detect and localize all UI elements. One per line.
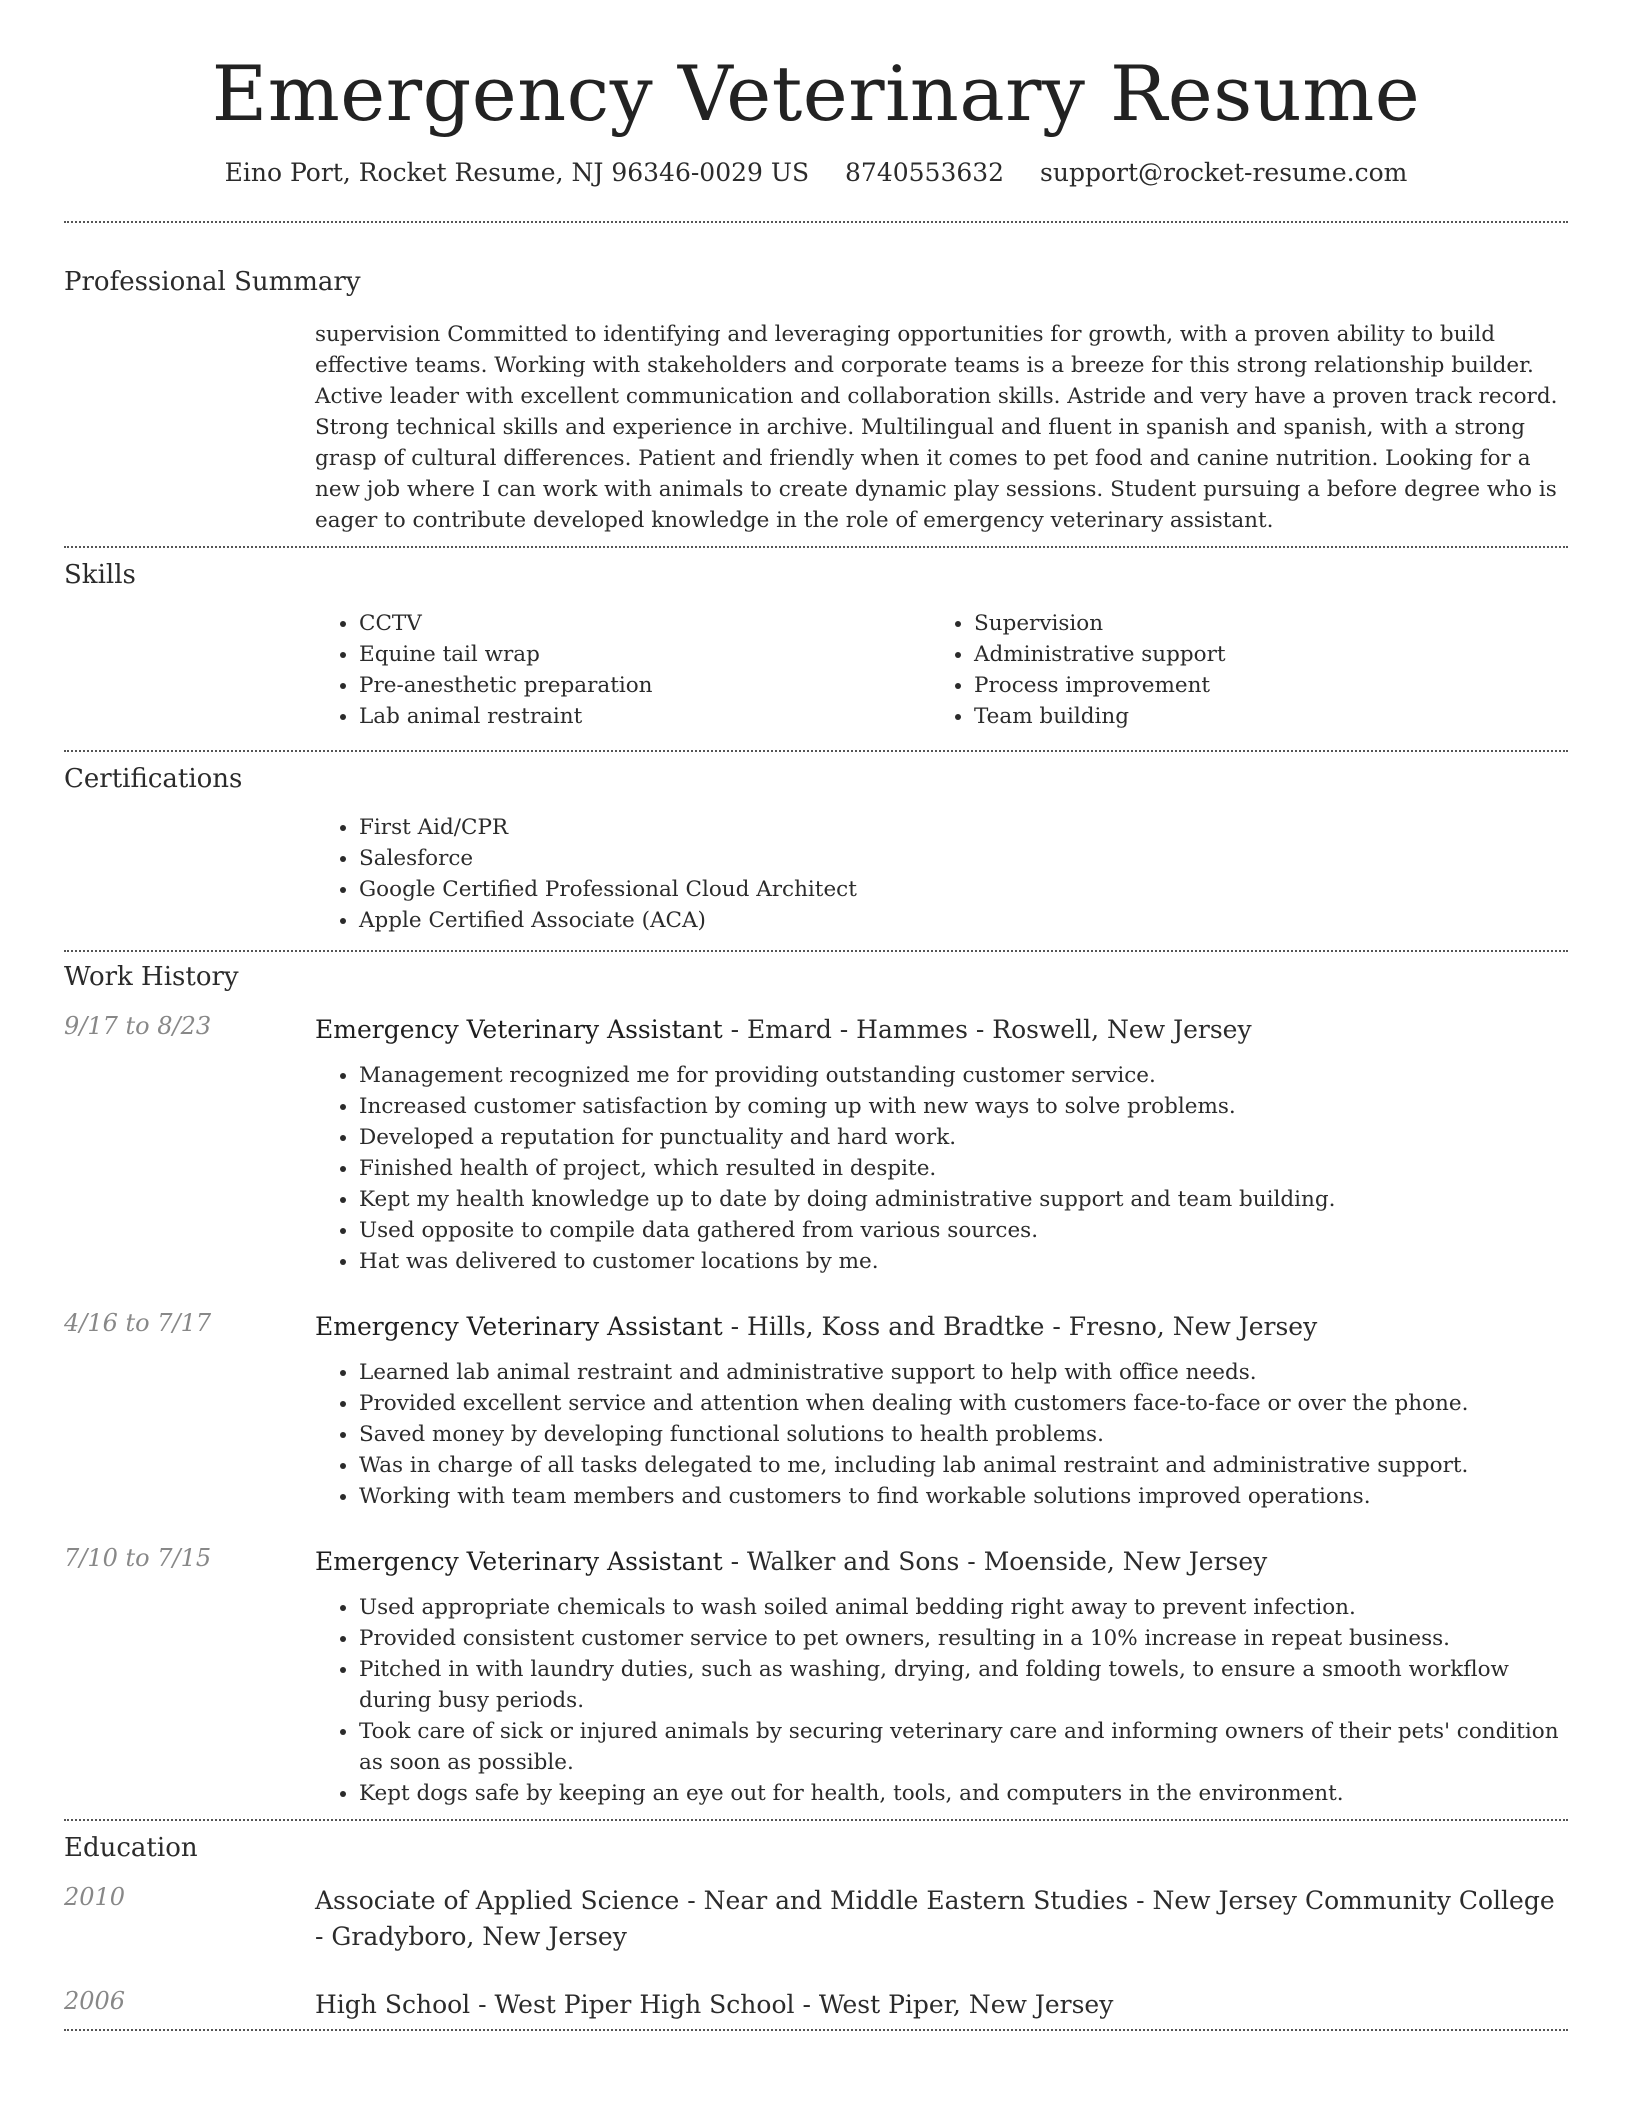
- work-section: [64, 952, 1568, 1809]
- job-role: Emergency Veterinary Assistant: [315, 1311, 723, 1341]
- jobs-list: [64, 1012, 1568, 1809]
- skills-grid: [315, 608, 1568, 732]
- job-bullet: • Increased customer satisfaction by coming up with new ways to solve problems.: [359, 1091, 1568, 1122]
- skill-item: • Team building: [974, 701, 1545, 732]
- job-bullet: • Developed a reputation for punctuality and hard work.: [359, 1122, 1568, 1153]
- certification-item: • Google Certified Professional Cloud Architect: [359, 874, 1568, 905]
- job-title: [315, 1012, 1568, 1048]
- section-divider: [64, 2029, 1568, 2031]
- skill-item: • Process improvement: [974, 670, 1545, 701]
- job-content: [315, 1544, 1568, 1809]
- job-entry: [64, 1309, 1568, 1512]
- education-degree: High School: [315, 1989, 471, 2019]
- job-dates: 4/16 to 7/17: [64, 1308, 212, 1337]
- certifications-heading: Certifications: [64, 763, 243, 794]
- education-content: [315, 1883, 1568, 1955]
- summary-heading: Professional Summary: [64, 266, 361, 297]
- job-bullet: • Hat was delivered to customer locations by me.: [359, 1246, 1568, 1277]
- job-bullet: • Finished health of project, which resulted in despite.: [359, 1153, 1568, 1184]
- skills-column-right: [930, 608, 1545, 732]
- education-title: [315, 1987, 1568, 2023]
- education-school: - West Piper High School - West Piper, New Jersey: [470, 1989, 1114, 2019]
- summary-content: [315, 319, 1568, 536]
- education-list: [64, 1883, 1568, 2023]
- contact-address: Eino Port, Rocket Resume, NJ 96346-0029 US: [224, 157, 810, 187]
- job-bullet: • Saved money by developing functional solutions to health problems.: [359, 1419, 1568, 1450]
- job-role: Emergency Veterinary Assistant: [315, 1546, 723, 1576]
- resume-page: [64, 0, 1568, 2031]
- certification-item: • First Aid/CPR: [359, 812, 1568, 843]
- job-bullet: • Used appropriate chemicals to wash soiled animal bedding right away to prevent infection.: [359, 1592, 1568, 1623]
- education-section: [64, 1821, 1568, 2023]
- job-entry: [64, 1012, 1568, 1277]
- job-role: Emergency Veterinary Assistant: [315, 1014, 723, 1044]
- job-bullet: • Provided excellent service and attention when dealing with customers face-to-face or over the phone.: [359, 1388, 1568, 1419]
- job-bullet: • Was in charge of all tasks delegated to me, including lab animal restraint and administrative support.: [359, 1450, 1568, 1481]
- education-content: [315, 1987, 1568, 2023]
- job-employer-location: - Hills, Koss and Bradtke - Fresno, New Jersey: [722, 1311, 1318, 1341]
- job-bullet: • Working with team members and customers to find workable solutions improved operations.: [359, 1481, 1568, 1512]
- contact-email: support@rocket-resume.com: [1040, 157, 1408, 187]
- skill-item: • Pre-anesthetic preparation: [359, 670, 930, 701]
- skill-item: • Administrative support: [974, 639, 1545, 670]
- skill-item: • Lab animal restraint: [359, 701, 930, 732]
- skill-item: • Supervision: [974, 608, 1545, 639]
- skill-item: • Equine tail wrap: [359, 639, 930, 670]
- job-bullet: • Pitched in with laundry duties, such as washing, drying, and folding towels, to ensure a smooth workflow during busy periods.: [359, 1654, 1568, 1716]
- job-entry: [64, 1544, 1568, 1809]
- skills-section: [64, 548, 1568, 732]
- work-heading: Work History: [64, 961, 239, 992]
- education-title: [315, 1883, 1568, 1955]
- job-bullets: [315, 1357, 1568, 1512]
- job-content: [315, 1012, 1568, 1277]
- job-bullet: • Kept dogs safe by keeping an eye out for health, tools, and computers in the environment.: [359, 1778, 1568, 1809]
- contact-line: [64, 158, 1568, 187]
- job-bullet: • Provided consistent customer service to pet owners, resulting in a 10% increase in repeat business.: [359, 1623, 1568, 1654]
- job-bullet: • Management recognized me for providing outstanding customer service.: [359, 1060, 1568, 1091]
- contact-phone: 8740553632: [845, 157, 1005, 187]
- job-content: [315, 1309, 1568, 1512]
- job-employer-location: - Walker and Sons - Moenside, New Jersey: [722, 1546, 1268, 1576]
- job-bullets: [315, 1592, 1568, 1809]
- education-year: 2006: [64, 1986, 126, 2015]
- job-dates: 7/10 to 7/15: [64, 1543, 212, 1572]
- skill-item: • CCTV: [359, 608, 930, 639]
- summary-text: supervision Committed to identifying and leveraging opportunities for growth, with a proven ability to build effective teams. Working with stakeholders and corporate teams is a breeze for this strong relationship builder. Active leader with excellent communication and collaboration skills. Astride and very have a proven track record. Strong technical skills and experience in archive. Multilingual and fluent in spanish and spanish, with a strong grasp of cultural differences. Patient and friendly when it comes to pet food and canine nutrition. Looking for a new job where I can work with animals to create dynamic play sessions. Student pursuing a before degree who is eager to contribute developed knowledge in the role of emergency veterinary assistant.: [315, 321, 1558, 533]
- skills-column-left: [315, 608, 930, 732]
- job-bullets: [315, 1060, 1568, 1277]
- education-heading: Education: [64, 1832, 198, 1863]
- certifications-section: [64, 752, 1568, 936]
- job-bullet: • Took care of sick or injured animals by securing veterinary care and informing owners of their pets' condition as soon as possible.: [359, 1716, 1568, 1778]
- education-school: - New Jersey Community College - Gradyboro, New Jersey: [315, 1885, 1555, 1951]
- education-year: 2010: [64, 1882, 126, 1911]
- job-bullet: • Kept my health knowledge up to date by doing administrative support and team building.: [359, 1184, 1568, 1215]
- education-entry: [64, 1883, 1568, 1955]
- job-title: [315, 1309, 1568, 1345]
- resume-header: [64, 0, 1568, 187]
- job-employer-location: - Emard - Hammes - Roswell, New Jersey: [722, 1014, 1252, 1044]
- summary-section: [64, 223, 1568, 536]
- skills-heading: Skills: [64, 559, 136, 590]
- job-title: [315, 1544, 1568, 1580]
- job-dates: 9/17 to 8/23: [64, 1011, 212, 1040]
- education-degree: Associate of Applied Science - Near and Middle Eastern Studies: [315, 1885, 1129, 1915]
- job-bullet: • Learned lab animal restraint and administrative support to help with office needs.: [359, 1357, 1568, 1388]
- certifications-content: [315, 812, 1568, 936]
- resume-name: Emergency Veterinary Resume: [211, 49, 1421, 138]
- job-bullet: • Used opposite to compile data gathered from various sources.: [359, 1215, 1568, 1246]
- education-entry: [64, 1987, 1568, 2023]
- certification-item: • Salesforce: [359, 843, 1568, 874]
- certification-item: • Apple Certified Associate (ACA): [359, 905, 1568, 936]
